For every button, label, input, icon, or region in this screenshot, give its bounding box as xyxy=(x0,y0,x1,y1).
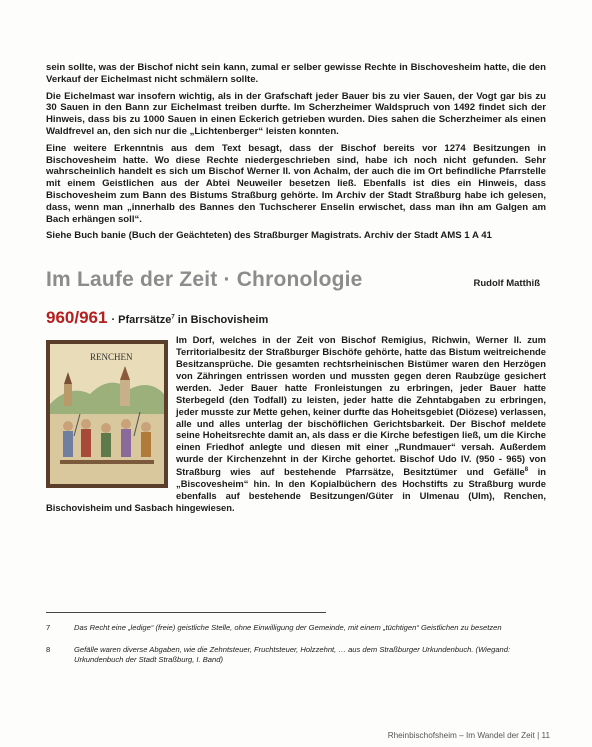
footnote-divider xyxy=(46,612,326,613)
chapter-heading-row xyxy=(46,268,546,292)
intro-paragraph-2: Die Eichelmast war insofern wichtig, als in der Grafschaft jeder Bauer bis zu vier Sauen, der Vogt gar bis zu 30 Sauen in den Bann zur Eichelmast treiben durfte. Im Scherzheimer Waldspruch von 1492 findet sich der Hinweis, dass bis zu 1000 Sauen in einen Eckerich getrieben wurden. Dies sahen die Scherzheimer als einen Waldfrevel an, den sich nur die „Lichtenberger“ leisten konnten. xyxy=(46,90,546,137)
page-content xyxy=(46,62,546,514)
footnote-ref-8: 8 xyxy=(524,467,529,474)
chapter-title: Im Laufe der Zeit · Chronologie xyxy=(46,268,363,292)
illustration-caption: RENCHEN xyxy=(90,352,133,363)
section-year: 960/961 xyxy=(46,308,108,328)
section-subtitle: · Pfarrsätze$^7$ in Bischovisheim xyxy=(111,314,269,327)
page-footer: Rheinbischofsheim – Im Wandel der Zeit | 11 xyxy=(387,731,550,740)
intro-paragraph-3: Eine weitere Erkenntnis aus dem Text besagt, dass der Bischof bereits vor 1274 Besitzungen in Bischovesheim hatte. Wo diese Rechte niedergeschrieben sind, habe ich noch nicht gefunden. Sehr wahrscheinlich handelt es sich um Bischof Werner II. von Achalm, der auch die im Ort befindliche Pfarrstelle mit einem Geistlichen aus der Abtei Neuweiler besetzen ließ. Ebenfalls ist dies ein Hinweis, dass Bischovesheim zum Bann des Bistums Straßburg gehörte. Im Archiv der Stadt Straßburg habe ich gelesen, dass, wenn man „innerhalb des Bannes den Tuchscherer Enselin erwischet, dass man ihn am Galgen am Bach erhängen soll“. xyxy=(46,142,546,225)
section-paragraph: Im Dorf, welches in der Zeit von Bischof Remigius, Richwin, Werner II. zum Territorialbesitz der Straßburger Bischöfe gehörte, hatte das Bistum weitreichende Besitzansprüche. Die gesamten rechtsrheinischen Bistümer waren den Herzögen von Zähringen entrissen worden und mussten gegen deren Raubzüge gesichert werden. Jeder Bauer hatte Fronleistungen zu erbringen, jeder Bauer hatte Sterbegeld (den Todfall) zu leisten, jeder hatte die Zehntabgaben zu erbringen, jeder musste zur Mette gehen, keiner durfte das Hoheitsgebiet (Diözese) verlassen, alle und alles unterlag der bischöflichen Gerichtsbarkeit. Der Bischof meldete seine Hoheitsrechte damit an, als dass er die Kirche befestigen ließ, um die Kirche einen Friedhof anlegte und diesen mit einer „Rundmauer“ versah. Außerdem wurde der Kirchenzehnt in der Kirche gehortet. Bischof Udo IV. (950 - 965) von Straßburg wies auf bestehende Pfarrsätze, Besitztümer und Gefälle$^8$ in „Biscovesheim“ hin. In den Kopialbüchern des Hochstifts zu Straßburg wurde ebenfalls auf bestehende Besitzungen/Güter in Ulmenau (Ulm), Renchen, Bischovisheim und Sasbach hingewiesen. xyxy=(46,334,547,513)
footnote-number: 7 xyxy=(46,623,51,632)
footnote-number: 8 xyxy=(46,645,51,654)
footnote-ref-7: 7 xyxy=(171,314,175,321)
section-heading xyxy=(46,308,546,328)
footnote-text: Gefälle waren diverse Abgaben, wie die Zehntsteuer, Fruchtsteuer, Holzzehnt, … aus dem Straßburger Urkundenbuch. (Wiegand: Urkundenbuch der Stadt Straßburg, I. Band) xyxy=(74,645,511,664)
historical-illustration xyxy=(46,340,168,488)
footnotes xyxy=(46,623,546,677)
section-body xyxy=(46,334,546,514)
intro-paragraph-4: Siehe Buch banie (Buch der Geächteten) des Straßburger Magistrats. Archiv der Stadt AMS 1 A 41 xyxy=(46,230,492,242)
footnote-8 xyxy=(46,645,546,665)
footnote-text: Das Recht eine „ledige“ (freie) geistliche Stelle, ohne Einwilligung der Gemeinde, mit einem „tüchtigen“ Geistlichen zu besetzen xyxy=(74,623,502,632)
intro-paragraph-1: sein sollte, was der Bischof nicht sein kann, zumal er selber gewisse Rechte in Bischovesheim hatte, die den Verkauf der Eichelmast nicht schmälern sollte. xyxy=(46,62,546,85)
author-name: Rudolf Matthiß xyxy=(473,278,540,290)
footnote-7 xyxy=(46,623,546,633)
illustration-image xyxy=(50,344,164,484)
